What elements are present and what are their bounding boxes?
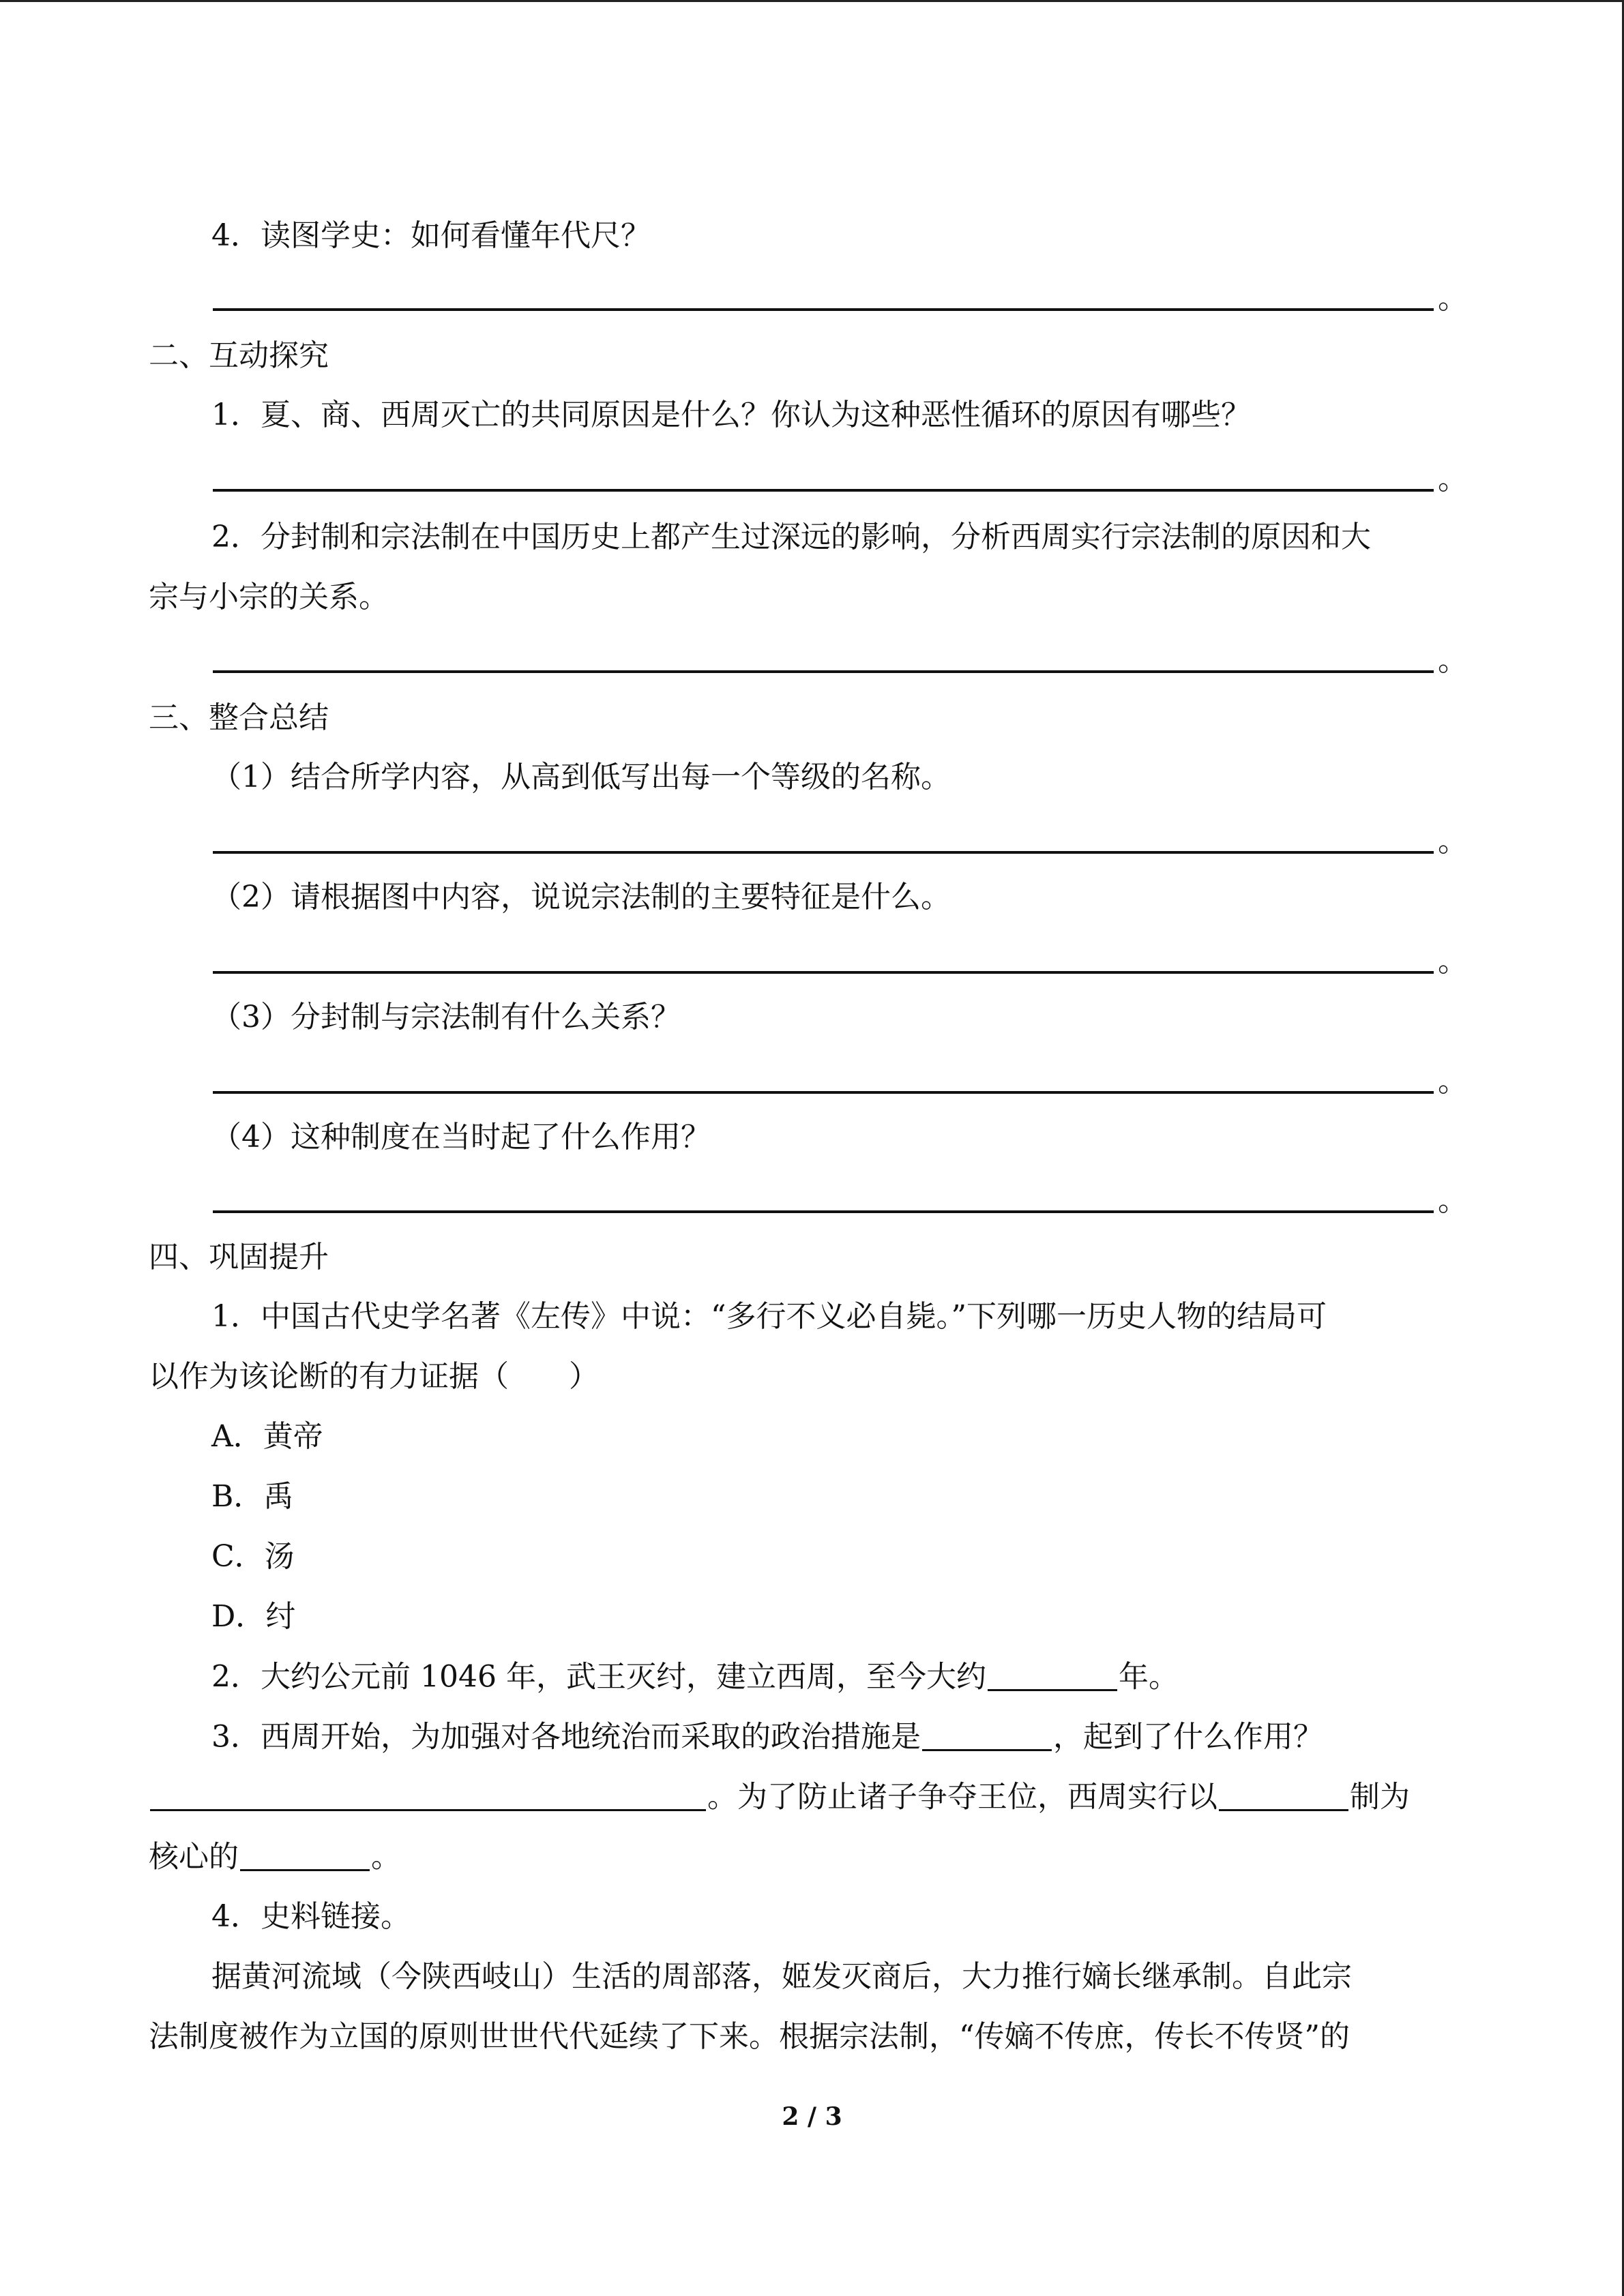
question-text: 核心的 [149, 1839, 239, 1875]
option-c[interactable]: C．汤 [211, 1539, 295, 1574]
section4-question-1-line1: 1．中国古代史学名著《左传》中说：“多行不义必自毙。”下列哪一历史人物的结局可 [211, 1299, 1327, 1334]
fill-blank[interactable] [240, 1839, 370, 1871]
fill-blank[interactable] [150, 1779, 706, 1811]
answer-line[interactable] [213, 971, 1434, 974]
question-text: 2．大约公元前 1046 年，武王灭纣，建立西周，至今大约 [211, 1659, 986, 1695]
section3-question-2: （2）请根据图中内容，说说宗法制的主要特征是什么。 [211, 880, 951, 914]
section4-question-3-line1 [211, 1719, 1323, 1755]
option-b[interactable]: B．禹 [211, 1479, 294, 1514]
answer-line[interactable] [213, 1210, 1434, 1213]
section-heading-consolidation: 四、巩固提升 [149, 1240, 329, 1274]
answer-period: 。 [1438, 1183, 1468, 1218]
question-text: ，起到了什么作用？ [1053, 1719, 1323, 1755]
option-a[interactable]: A．黄帝 [211, 1419, 323, 1454]
fill-blank[interactable] [1219, 1779, 1348, 1811]
answer-line[interactable] [213, 1091, 1434, 1094]
question-text: 。 [371, 1839, 401, 1875]
answer-period: 。 [1438, 281, 1468, 316]
section3-question-4: （4）这种制度在当时起了什么作用？ [211, 1120, 711, 1154]
question-text: 3．西周开始，为加强对各地统治而采取的政治措施是 [211, 1719, 921, 1755]
fill-blank[interactable] [988, 1659, 1117, 1691]
section4-question-3-line2 [149, 1779, 1410, 1815]
answer-line[interactable] [213, 670, 1434, 673]
option-d[interactable]: D．纣 [211, 1599, 296, 1634]
section2-question-2-line1: 2．分封制和宗法制在中国历史上都产生过深远的影响，分析西周实行宗法制的原因和大 [211, 520, 1371, 554]
section4-question-4: 4．史料链接。 [211, 1899, 411, 1934]
question-4-read-chart: 4．读图学史：如何看懂年代尺？ [211, 218, 651, 253]
page-number: 2 / 3 [782, 2102, 842, 2131]
section4-question-1-line2: 以作为该论断的有力证据（ ） [149, 1359, 599, 1394]
passage-line1: 据黄河流域（今陕西岐山）生活的周部落，姬发灭商后，大力推行嫡长继承制。自此宗 [211, 1959, 1352, 1994]
section4-question-2 [211, 1659, 1179, 1695]
section2-question-1: 1．夏、商、西周灭亡的共同原因是什么？你认为这种恶性循环的原因有哪些？ [211, 398, 1251, 432]
section-heading-interactive-inquiry: 二、互动探究 [149, 338, 329, 373]
section3-question-3: （3）分封制与宗法制有什么关系？ [211, 1000, 681, 1034]
answer-line[interactable] [213, 489, 1434, 492]
section-heading-integrated-summary: 三、整合总结 [149, 700, 329, 735]
section2-question-2-line2: 宗与小宗的关系。 [149, 580, 389, 614]
answer-line[interactable] [213, 308, 1434, 311]
answer-period: 。 [1438, 643, 1468, 678]
question-text: 。为了防止诸子争夺王位，西周实行以 [707, 1779, 1217, 1815]
section4-question-3-line3 [149, 1839, 401, 1875]
answer-period: 。 [1438, 1064, 1468, 1099]
page-border-top [0, 0, 1624, 2]
fill-blank[interactable] [922, 1719, 1052, 1751]
section3-question-1: （1）结合所学内容，从高到低写出每一个等级的名称。 [211, 760, 951, 794]
answer-line[interactable] [213, 851, 1434, 854]
answer-period: 。 [1438, 944, 1468, 979]
passage-line2: 法制度被作为立国的原则世世代代延续了下来。根据宗法制，“传嫡不传庶，传长不传贤”的 [149, 2019, 1350, 2054]
answer-period: 。 [1438, 824, 1468, 859]
answer-period: 。 [1438, 462, 1468, 496]
question-text: 制为 [1350, 1779, 1410, 1815]
question-text: 年。 [1118, 1659, 1179, 1695]
